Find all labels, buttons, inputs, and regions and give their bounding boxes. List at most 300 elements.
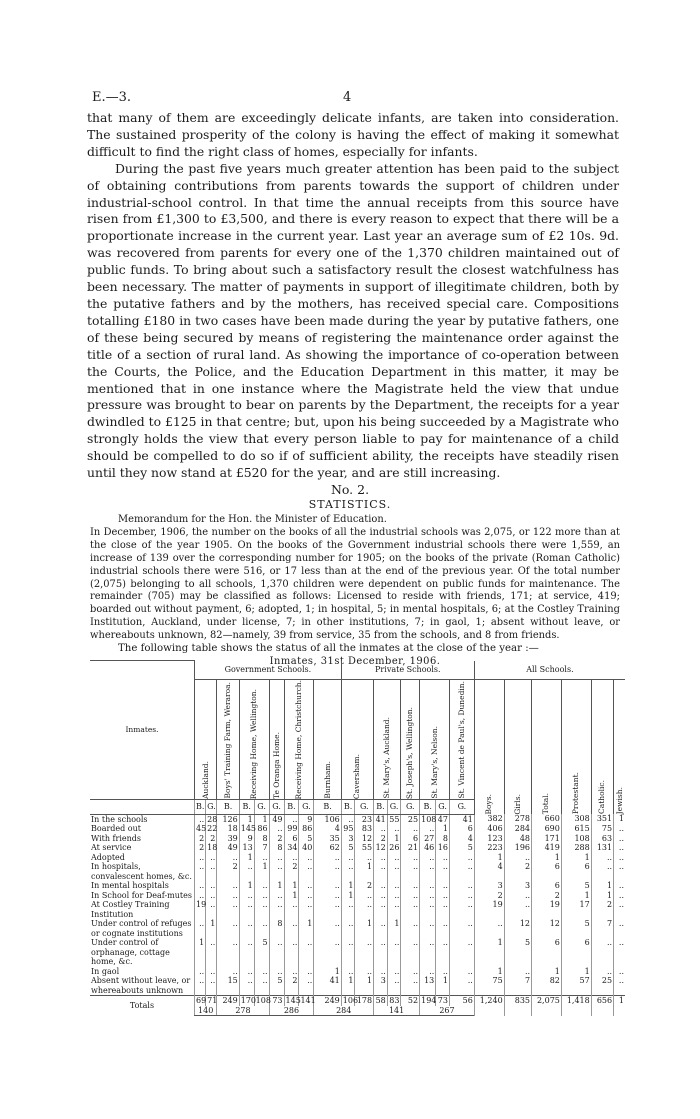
table-cell: .. xyxy=(217,891,239,901)
table-cell: .. xyxy=(436,967,450,977)
table-cell: .. xyxy=(436,881,450,891)
table-cell: .. xyxy=(387,900,401,919)
table-row xyxy=(90,900,625,919)
row-label: At Costley Training Institution xyxy=(91,900,170,919)
sex-code: G. xyxy=(401,799,420,814)
table-cell: 1 xyxy=(614,814,625,824)
table-cell: .. xyxy=(284,967,299,977)
table-cell: 45 xyxy=(195,824,207,834)
table-cell: .. xyxy=(374,862,388,881)
table-cell: .. xyxy=(591,862,613,881)
table-cell: .. xyxy=(401,891,420,901)
table-cell: 18 xyxy=(217,824,239,834)
table-cell: .. xyxy=(254,891,269,901)
table-cell: 8 xyxy=(254,834,269,844)
table-cell: 27 xyxy=(420,834,436,844)
table-cell: .. xyxy=(614,938,625,967)
total-cell: 145 xyxy=(285,996,301,1006)
table-cell: .. xyxy=(341,967,355,977)
col-head: Te Oranga Home. xyxy=(269,679,284,799)
memo-body: In December, 1906, the number on the books of all the industrial schools was 2,075, or 122 more than at the close of the year 1905. On the books of the Government industrial schools there were 1,559, an increase of 139 over the corresponding number for 1905; on the books of the private (Roman Catholic) industrial schools there were 516, or 17 less than at the end of the previous year. Of the total number (2,075) belonging to all schools, 1,370 children were dependent on public funds for maintenance. The remainder (705) may be classified as follows: Licensed to reside with friends, 171; at service, 419; boarded out without payment, 6; adopted, 1; in hospital, 5; in mental hospitals, 6; at the Costley Training Institution, Auckland, under license, 7; in other institutions, 7; in gaol, 1; absent without leave, or whereabouts unknown, 82—namely, 39 from service, 35 from the schools, and 8 from friends. xyxy=(90,526,620,642)
table-cell: 1 xyxy=(194,938,205,967)
table-cell: .. xyxy=(387,853,401,863)
table-cell: 660 xyxy=(532,814,562,824)
table-cell: .. xyxy=(341,919,355,938)
table-row xyxy=(90,862,625,881)
table-cell: .. xyxy=(420,853,436,863)
row-label: Under control of refuges or cognate institutions xyxy=(91,919,192,938)
total-combined-cell: 267 xyxy=(420,1006,475,1016)
table-cell: .. xyxy=(449,881,474,891)
table-cell: .. xyxy=(374,824,388,834)
total-cell: 141 xyxy=(300,996,316,1006)
table-cell: 1 xyxy=(299,919,314,938)
table-cell: .. xyxy=(420,967,436,977)
table-cell: 12 xyxy=(504,919,531,938)
table-cell: 83 xyxy=(355,824,374,834)
table-cell: 690 xyxy=(532,824,562,834)
table-cell: .. xyxy=(420,900,436,919)
table-cell: .. xyxy=(269,900,284,919)
table-cell: .. xyxy=(314,853,341,863)
table-cell: 5 xyxy=(449,843,474,853)
table-cell: 382 xyxy=(474,814,504,824)
table-cell: .. xyxy=(374,881,388,891)
table-cell: 4 xyxy=(449,834,474,844)
sex-code: B. xyxy=(217,799,239,814)
table-cell: .. xyxy=(239,919,254,938)
total-cell: 106 xyxy=(342,996,359,1006)
table-cell: .. xyxy=(299,853,314,863)
table-cell: 63 xyxy=(591,834,613,844)
table-cell: 3 xyxy=(341,834,355,844)
table-cell: 2 xyxy=(284,976,299,996)
table-cell: 13 xyxy=(239,843,254,853)
row-label: In the schools xyxy=(91,814,148,824)
paragraph: that many of them are exceedingly delicate infants, are taken into consideration. The sustained prosperity of the colony is having the effect of making it somewhat difficult to find the right class of homes, especially for infants. xyxy=(87,110,619,159)
table-cell: 1 xyxy=(341,891,355,901)
table-cell: 419 xyxy=(532,843,562,853)
table-cell: 2 xyxy=(355,881,374,891)
table-cell: 5 xyxy=(269,976,284,996)
row-label: In mental hospitals xyxy=(91,881,169,891)
page-number: 4 xyxy=(343,90,352,105)
table-cell: .. xyxy=(387,891,401,901)
table-cell: .. xyxy=(314,891,341,901)
table-cell: .. xyxy=(449,919,474,938)
table-cell: .. xyxy=(206,881,217,891)
table-cell: .. xyxy=(269,824,284,834)
table-cell: .. xyxy=(299,967,314,977)
table-cell: 41 xyxy=(449,814,474,824)
table-cell: .. xyxy=(299,881,314,891)
table-cell: 13 xyxy=(420,976,436,996)
row-label: In hospitals, convalescent homes, &c. xyxy=(91,862,192,881)
table-cell: 23 xyxy=(355,814,374,824)
sex-code: B. xyxy=(239,799,254,814)
table-cell: 1 xyxy=(355,862,374,881)
table-title: Inmates, 31st December, 1906. xyxy=(269,655,441,667)
col-head: Burnham. xyxy=(314,679,341,799)
sex-code: G. xyxy=(387,799,401,814)
table-row xyxy=(90,834,625,844)
total-cell: 1,418 xyxy=(561,996,591,1016)
table-cell: .. xyxy=(614,862,625,881)
table-cell: 2 xyxy=(194,834,205,844)
table-cell: 55 xyxy=(355,843,374,853)
total-cell: 249 xyxy=(217,996,239,1006)
table-cell: 1 xyxy=(474,938,504,967)
table-cell: 308 xyxy=(561,814,591,824)
table-cell: 1 xyxy=(387,834,401,844)
table-cell: .. xyxy=(374,853,388,863)
table-cell: 2 xyxy=(217,862,239,881)
table-cell: .. xyxy=(401,881,420,891)
table-cell: 123 xyxy=(474,834,504,844)
table-cell: 2 xyxy=(284,862,299,881)
col-head: Auckland. xyxy=(194,679,216,799)
table-cell: .. xyxy=(284,814,299,824)
stub-spacer xyxy=(90,799,194,814)
table-cell: .. xyxy=(387,967,401,977)
table-cell: .. xyxy=(254,881,269,891)
inmates-table xyxy=(90,660,625,1016)
table-cell: 18 xyxy=(207,843,218,853)
table-cell: .. xyxy=(194,919,205,938)
table-cell: 17 xyxy=(561,900,591,919)
table-cell: .. xyxy=(299,938,314,967)
table-cell: 9 xyxy=(299,814,314,824)
table-intro: The following table shows the status of all the inmates at the close of the year :— xyxy=(118,643,539,655)
total-cell: 52 xyxy=(401,996,420,1006)
table-cell: 6 xyxy=(532,938,562,967)
table-cell: 2 xyxy=(474,891,504,901)
table-cell: 99 xyxy=(284,824,299,834)
total-cell: 194 xyxy=(421,996,437,1006)
table-cell: .. xyxy=(449,862,474,881)
table-cell: 6 xyxy=(284,834,299,844)
table-cell: 6 xyxy=(532,881,562,891)
table-cell: 5 xyxy=(299,834,314,844)
table-cell: .. xyxy=(217,853,239,863)
table-cell: 4 xyxy=(474,862,504,881)
table-cell: 1 xyxy=(239,881,254,891)
table-cell: .. xyxy=(355,853,374,863)
table-cell: 7 xyxy=(504,976,531,996)
table-cell: 615 xyxy=(561,824,591,834)
table-cell: 1 xyxy=(284,891,299,901)
table-cell: .. xyxy=(284,853,299,863)
table-cell: 8 xyxy=(436,834,450,844)
table-row xyxy=(90,967,625,977)
table-cell: .. xyxy=(591,938,613,967)
col-head: Caversham. xyxy=(341,679,373,799)
table-cell: 1 xyxy=(355,976,374,996)
table-cell: 6 xyxy=(449,824,474,834)
table-cell: 1 xyxy=(206,919,217,938)
table-row xyxy=(90,814,625,824)
total-cell: 83 xyxy=(389,996,400,1006)
table-cell: 82 xyxy=(532,976,562,996)
table-cell: 4 xyxy=(314,824,341,834)
table-cell: .. xyxy=(614,891,625,901)
table-cell: .. xyxy=(314,881,341,891)
total-cell: 1,240 xyxy=(474,996,504,1016)
table-cell: 1 xyxy=(474,853,504,863)
table-cell: 7 xyxy=(591,919,613,938)
table-row xyxy=(90,976,625,996)
sex-code: B. xyxy=(341,799,355,814)
table-cell: 1 xyxy=(254,814,269,824)
table-cell: .. xyxy=(239,900,254,919)
table-cell: .. xyxy=(449,853,474,863)
table-cell: .. xyxy=(341,814,355,824)
table-cell: 1 xyxy=(239,853,254,863)
table-cell: 1 xyxy=(474,967,504,977)
table-cell: .. xyxy=(269,938,284,967)
table-cell: 6 xyxy=(401,834,420,844)
table-cell: .. xyxy=(269,967,284,977)
group-all: All Schools. xyxy=(474,661,625,680)
table-cell: .. xyxy=(194,967,205,977)
col-head: Protestant. xyxy=(561,679,591,814)
table-cell: .. xyxy=(387,824,401,834)
table-cell: .. xyxy=(206,900,217,919)
table-cell: 49 xyxy=(269,814,284,824)
table-cell: 21 xyxy=(401,843,420,853)
body-text xyxy=(87,110,619,482)
table-cell: .. xyxy=(401,824,420,834)
total-cell: 58 xyxy=(375,996,386,1006)
table-cell: 1 xyxy=(561,967,591,977)
totals-label: Totals xyxy=(90,996,194,1016)
table-cell: 5 xyxy=(504,938,531,967)
col-head: Total. xyxy=(532,679,562,814)
total-cell: 1 xyxy=(614,996,625,1016)
table-cell: .. xyxy=(387,938,401,967)
table-cell: 35 xyxy=(314,834,341,844)
table-cell: .. xyxy=(614,976,625,996)
group-government: Government Schools. xyxy=(194,661,341,680)
table-cell: .. xyxy=(449,938,474,967)
total-cell: 2,075 xyxy=(532,996,562,1016)
sex-code: B. xyxy=(374,799,388,814)
sex-code: B. xyxy=(314,799,341,814)
table-cell: .. xyxy=(387,862,401,881)
table-cell: .. xyxy=(436,919,450,938)
table-cell: .. xyxy=(194,881,205,891)
table-row xyxy=(90,843,625,853)
table-cell: .. xyxy=(239,967,254,977)
col-head: St. Mary's, Nelson. xyxy=(420,679,450,799)
table-cell: .. xyxy=(387,976,401,996)
table-cell: .. xyxy=(206,891,217,901)
table-cell: 86 xyxy=(254,824,269,834)
table-cell: 5 xyxy=(341,843,355,853)
table-cell: .. xyxy=(449,967,474,977)
table-cell: 46 xyxy=(420,843,436,853)
table-cell: .. xyxy=(449,891,474,901)
table-cell: .. xyxy=(254,919,269,938)
table-cell: 1 xyxy=(436,824,450,834)
table-cell: .. xyxy=(239,891,254,901)
table-cell: 1 xyxy=(561,853,591,863)
table-cell: 406 xyxy=(474,824,504,834)
table-cell: .. xyxy=(254,900,269,919)
table-cell: 131 xyxy=(591,843,613,853)
table-cell: 106 xyxy=(314,814,341,824)
table-cell: 41 xyxy=(375,814,386,824)
row-label: In School for Deaf-mutes xyxy=(91,890,192,900)
table-cell: 1 xyxy=(284,881,299,891)
table-cell: 9 xyxy=(239,834,254,844)
table-cell: 1 xyxy=(239,814,254,824)
table-cell: .. xyxy=(217,881,239,891)
table-cell: 12 xyxy=(532,919,562,938)
table-cell: .. xyxy=(614,881,625,891)
table-cell: .. xyxy=(299,976,314,996)
table-cell: 288 xyxy=(561,843,591,853)
table-cell: 1 xyxy=(341,881,355,891)
table-cell: .. xyxy=(436,862,450,881)
col-head: Boys' Training Farm, Weraroa. xyxy=(217,679,239,799)
table-cell: 196 xyxy=(504,843,531,853)
table-cell: .. xyxy=(314,919,341,938)
table-cell: .. xyxy=(239,976,254,996)
group-private: Private Schools. xyxy=(341,661,474,680)
row-label: Absent without leave, or whereabouts unknown xyxy=(91,976,191,995)
table-cell: .. xyxy=(614,853,625,863)
table-cell: 2 xyxy=(194,843,205,853)
table-cell: 2 xyxy=(591,900,613,919)
sex-code: G. xyxy=(436,799,450,814)
table-cell: 2 xyxy=(504,862,531,881)
table-cell: .. xyxy=(614,834,625,844)
table-cell: 25 xyxy=(401,814,420,824)
table-cell: 223 xyxy=(474,843,504,853)
table-cell: 5 xyxy=(561,881,591,891)
row-label: At service xyxy=(91,843,132,853)
table-cell: 25 xyxy=(591,976,613,996)
table-cell: .. xyxy=(314,862,341,881)
table-cell: 1 xyxy=(532,967,562,977)
table-cell: .. xyxy=(374,919,388,938)
table-cell: 75 xyxy=(474,976,504,996)
table-cell: .. xyxy=(194,891,205,901)
table-cell: 55 xyxy=(389,814,400,824)
report-code: E.—3. xyxy=(92,90,132,105)
table-cell: 95 xyxy=(343,824,354,834)
total-cell: 656 xyxy=(591,996,613,1016)
table-cell: 284 xyxy=(504,824,531,834)
table-cell: .. xyxy=(614,919,625,938)
table-cell: .. xyxy=(614,824,625,834)
sex-code: G. xyxy=(299,799,314,814)
table-cell: .. xyxy=(504,891,531,901)
table-cell: .. xyxy=(206,853,217,863)
paragraph: During the past five years much greater attention has been paid to the subject of obtaining contributions from parents towards the support of children under industrial-school control. In that time the annual receipts from this source have risen from £1,300 to £3,500, and there is every reason to expect that there will be a proportionate increase in the current year. Last year an average sum of £2 10s. 9d. was recovered from parents for every one of the 1,370 children maintained out of public funds. To bring about such a satisfactory result the closest watchfulness has been necessary. The matter of payments in support of illegitimate children, both by the putative fathers and by the mothers, has received special care. Compositions totalling £180 in two cases have been made during the year by putative fathers, one of these being secured by means of registering the maintenance order against the title of a section of rural land. As showing the importance of co-operation between the Courts, the Police, and the Education Department in this matter, it may be mentioned that in one instance where the Magistrate held the view that undue pressure was brought to bear on parents by the Department, the receipts for a year dwindled to £125 in that centre; but, upon his being succeeded by a Magistrate who strongly holds the view that every person liable to pay for maintenance of a child should be compelled to do so if of sufficient ability, the receipts have steadily risen until they now stand at £520 for the year, and are still increasing. xyxy=(87,160,619,481)
table-cell: 15 xyxy=(217,976,239,996)
table-cell: .. xyxy=(355,938,374,967)
sex-code: G. xyxy=(269,799,284,814)
table-cell: .. xyxy=(401,938,420,967)
table-cell: .. xyxy=(401,919,420,938)
total-cell: 170 xyxy=(240,996,257,1006)
total-combined-cell: 141 xyxy=(374,1006,420,1016)
table-cell: 28 xyxy=(207,814,218,824)
table-cell: 1 xyxy=(591,881,613,891)
total-cell: 71 xyxy=(207,996,218,1006)
table-cell: .. xyxy=(614,843,625,853)
table-cell: .. xyxy=(314,938,341,967)
table-cell: .. xyxy=(401,862,420,881)
table-cell: .. xyxy=(254,967,269,977)
total-combined-cell: 140 xyxy=(194,1006,216,1016)
row-label: Adopted xyxy=(91,852,125,862)
table-cell: .. xyxy=(206,862,217,881)
table-cell: .. xyxy=(614,967,625,977)
total-combined-cell: 284 xyxy=(314,1006,374,1016)
table-row xyxy=(90,824,625,834)
table-cell: 351 xyxy=(591,814,613,824)
table-cell: .. xyxy=(194,814,205,824)
table-row xyxy=(90,853,625,863)
table-cell: .. xyxy=(194,976,205,996)
table-cell: .. xyxy=(504,853,531,863)
table-cell: 2 xyxy=(374,834,388,844)
table-cell: .. xyxy=(269,853,284,863)
table-cell: 16 xyxy=(437,843,448,853)
table-cell: .. xyxy=(217,919,239,938)
table-cell: 278 xyxy=(504,814,531,824)
table-cell: .. xyxy=(299,900,314,919)
table-cell: .. xyxy=(436,900,450,919)
table-cell: .. xyxy=(436,938,450,967)
table-cell: .. xyxy=(254,853,269,863)
sex-code: G. xyxy=(449,799,474,814)
table-cell: .. xyxy=(206,967,217,977)
table-cell: .. xyxy=(420,919,436,938)
sex-code: G. xyxy=(206,799,217,814)
table-row xyxy=(90,881,625,891)
row-label: Boarded out xyxy=(91,824,141,834)
table-cell: .. xyxy=(401,900,420,919)
col-head: St. Mary's, Auckland. xyxy=(374,679,401,799)
table-cell: .. xyxy=(355,967,374,977)
col-head: Receiving Home, Wellington. xyxy=(239,679,269,799)
table-cell: 2 xyxy=(206,834,217,844)
table-cell: .. xyxy=(239,938,254,967)
table-cell: .. xyxy=(614,900,625,919)
table-cell: 12 xyxy=(355,834,374,844)
table-cell: .. xyxy=(504,900,531,919)
table-cell: .. xyxy=(401,976,420,996)
table-cell: 22 xyxy=(207,824,218,834)
table-cell: 5 xyxy=(561,919,591,938)
table-cell: 1 xyxy=(269,881,284,891)
table-cell: .. xyxy=(374,967,388,977)
table-cell: .. xyxy=(420,891,436,901)
table-cell: .. xyxy=(591,967,613,977)
table-row xyxy=(90,891,625,901)
table-cell: .. xyxy=(341,938,355,967)
table-cell: .. xyxy=(591,853,613,863)
total-combined-cell: 286 xyxy=(269,1006,314,1016)
table-cell: .. xyxy=(401,853,420,863)
table-cell: 1 xyxy=(532,853,562,863)
sex-code: B. xyxy=(420,799,436,814)
table-cell: 2 xyxy=(532,891,562,901)
